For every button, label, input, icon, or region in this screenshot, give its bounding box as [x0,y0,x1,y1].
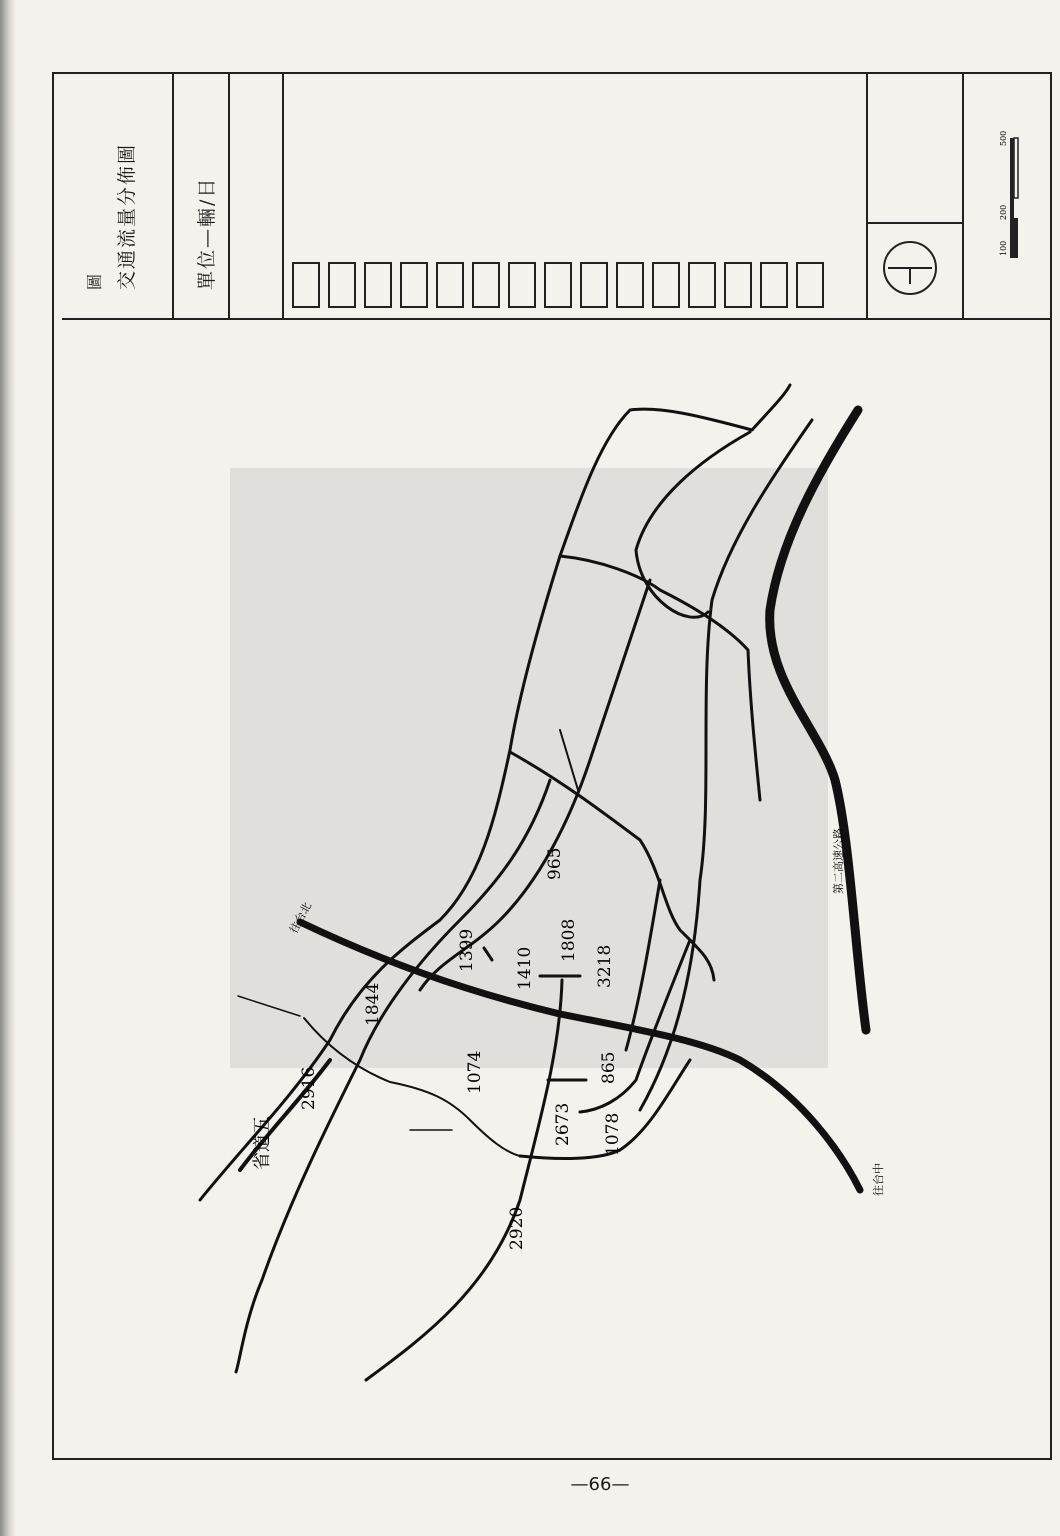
figure-label: 圖 [85,271,104,290]
traffic-count: 1399 [457,928,477,972]
traffic-count: 1844 [363,982,383,1026]
traffic-count: 1078 [603,1112,623,1156]
creek [304,1018,520,1156]
scale-label: 200 [999,204,1008,220]
road-label-provincial: 省道五 [252,1116,273,1170]
traffic-count: 3218 [595,944,615,988]
unit-label: 單位—輛/日 [196,176,218,290]
traffic-count: 865 [599,1051,619,1084]
road [366,980,562,1380]
road [560,385,790,556]
road-label-freeway: 第二高速公路 [832,828,845,894]
road-label-north: 往台北 [287,900,315,936]
scale-label: 500 [999,130,1008,146]
traffic-count: 1808 [559,918,579,962]
map-title: 交通流量分佈圖 [116,142,138,290]
traffic-count: 2916 [299,1066,319,1110]
count-tick [484,948,492,960]
road [626,880,660,1050]
traffic-count: 965 [545,847,565,880]
road [236,780,550,1372]
leader-line [560,730,578,790]
scale-label: 100 [999,240,1008,256]
traffic-count: 1074 [465,1050,485,1094]
traffic-count: 2673 [553,1102,573,1146]
traffic-count: 2920 [507,1206,527,1250]
traffic-count: 1410 [515,946,535,990]
page-number: —66— [570,1474,630,1495]
road [640,420,812,1110]
freeway-road [770,410,866,1030]
road [200,556,560,1200]
road [636,432,750,617]
road-label-south: 往台中 [872,1163,885,1196]
main-highway [300,922,860,1190]
